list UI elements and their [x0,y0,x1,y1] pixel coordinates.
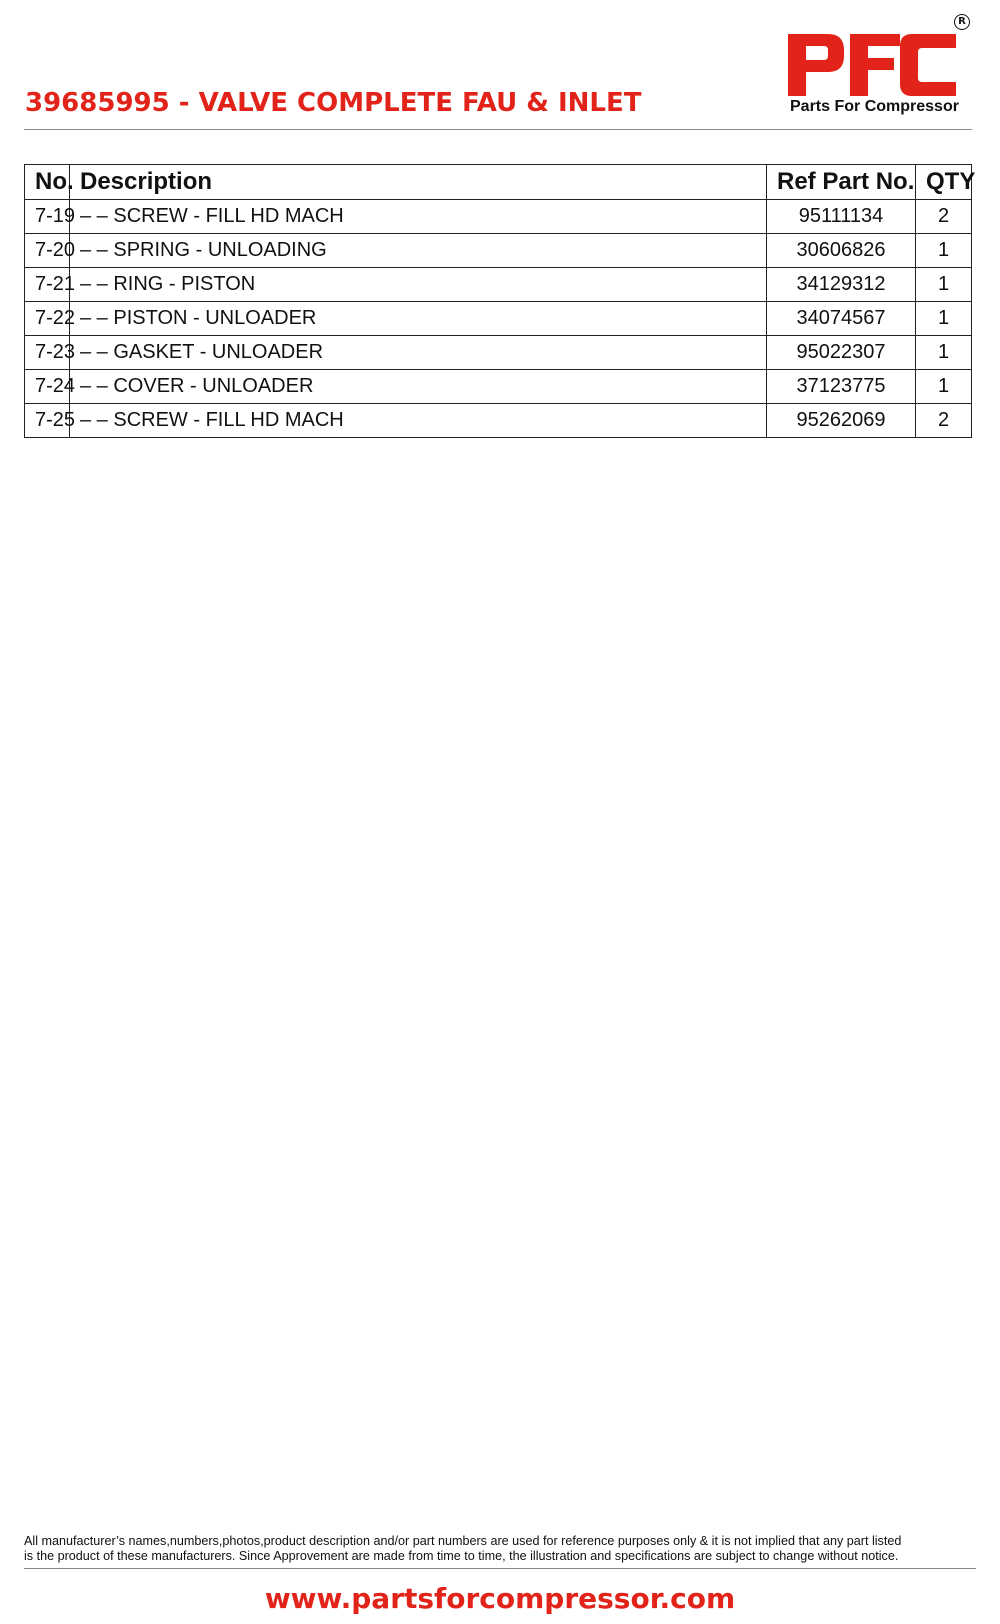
parts-table [24,164,976,438]
cell-description: – – GASKET - UNLOADER [70,336,767,370]
table-row [25,268,972,302]
cell-no: 7-25 [25,404,70,438]
cell-ref-part-no: 34074567 [767,302,916,336]
page-title: 39685995 - VALVE COMPLETE FAU & INLET [25,88,642,118]
website-link[interactable]: www.partsforcompressor.com [264,1582,736,1615]
column-header-description: Description [70,165,767,200]
table-row [25,370,972,404]
cell-qty: 1 [916,370,972,404]
column-header-ref-part-no: Ref Part No. [767,165,916,200]
cell-qty: 2 [916,200,972,234]
disclaimer-line-1: All manufacturer’s names,numbers,photos,product description and/or part numbers are used for reference purposes only & it is not implied that any part listed [24,1534,902,1548]
table-row [25,404,972,438]
cell-description: – – SCREW - FILL HD MACH [70,404,767,438]
table-row [25,336,972,370]
cell-description: – – SCREW - FILL HD MACH [70,200,767,234]
column-header-no: No. [25,165,70,200]
table-row [25,302,972,336]
disclaimer-text [24,1534,976,1564]
cell-qty: 2 [916,404,972,438]
table-row [25,200,972,234]
column-header-qty: QTY [916,165,972,200]
cell-no: 7-23 [25,336,70,370]
cell-ref-part-no: 34129312 [767,268,916,302]
cell-no: 7-20 [25,234,70,268]
cell-no: 7-21 [25,268,70,302]
cell-no: 7-19 [25,200,70,234]
cell-description: – – COVER - UNLOADER [70,370,767,404]
cell-qty: 1 [916,268,972,302]
cell-ref-part-no: 95111134 [767,200,916,234]
cell-description: – – SPRING - UNLOADING [70,234,767,268]
cell-qty: 1 [916,336,972,370]
cell-description: – – PISTON - UNLOADER [70,302,767,336]
cell-ref-part-no: 30606826 [767,234,916,268]
disclaimer-line-2: is the product of these manufacturers. Since Approvement are made from time to time, the illustration and specifications are subject to change without notice. [24,1549,899,1563]
cell-description: – – RING - PISTON [70,268,767,302]
pfc-logo [786,14,976,119]
footer-divider [24,1568,976,1569]
cell-ref-part-no: 37123775 [767,370,916,404]
cell-ref-part-no: 95022307 [767,336,916,370]
registered-trademark-icon: R [954,14,970,30]
cell-qty: 1 [916,302,972,336]
cell-qty: 1 [916,234,972,268]
pfc-logo-mark [788,34,956,96]
cell-no: 7-22 [25,302,70,336]
table-row [25,234,972,268]
logo-tagline: Parts For Compressor [790,98,959,115]
header-divider [24,129,972,130]
cell-ref-part-no: 95262069 [767,404,916,438]
cell-no: 7-24 [25,370,70,404]
table-header-row [25,165,972,200]
